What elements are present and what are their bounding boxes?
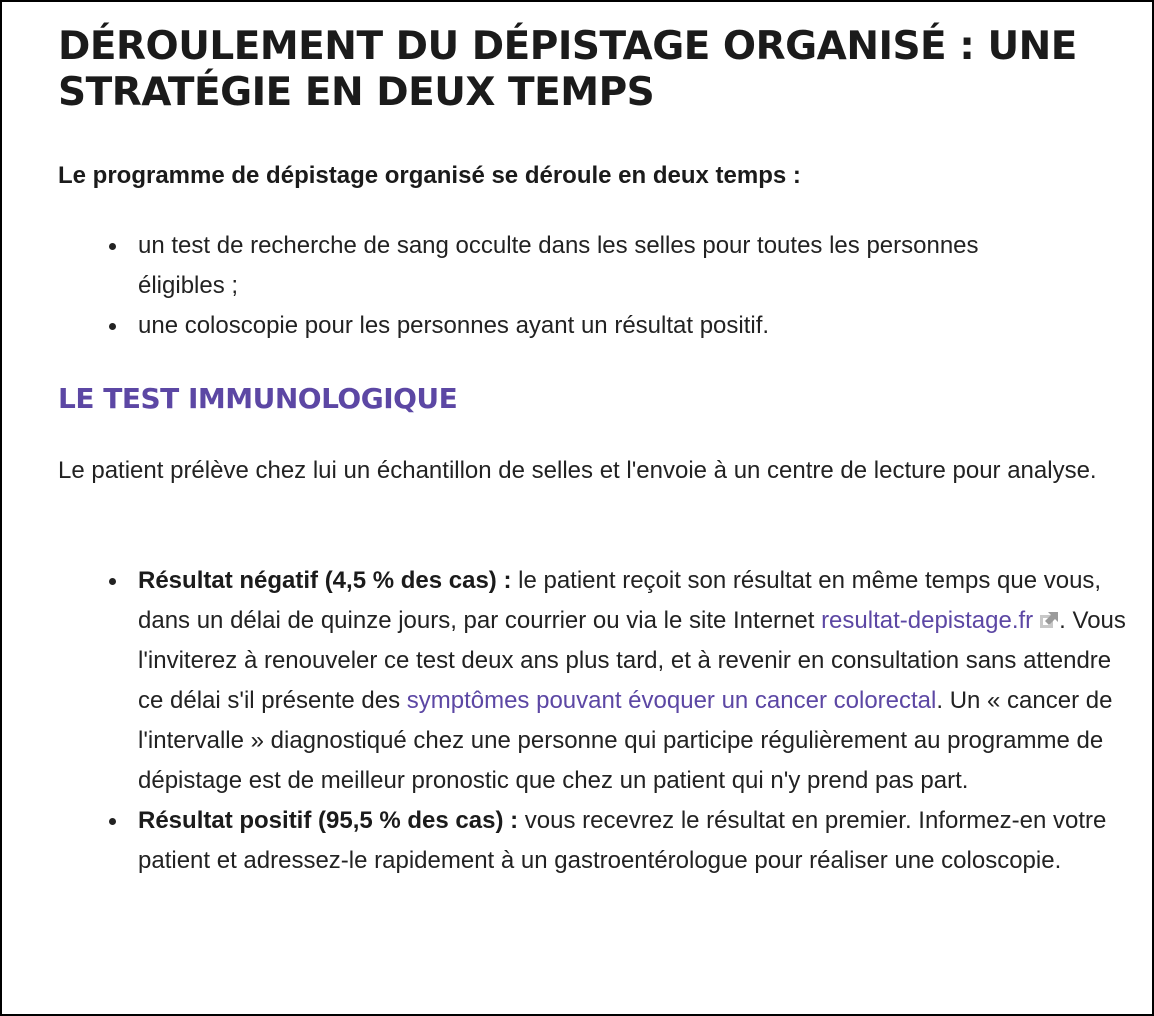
result-positive-item xyxy=(138,801,1128,881)
result-positive-text: vous recevrez le résultat en premier. Informez-en votre patient et adressez-le rapidement à un gastroentérologue pour réaliser une coloscopie. xyxy=(138,807,1107,874)
external-link-icon[interactable] xyxy=(1039,602,1059,620)
section-paragraph: Le patient prélève chez lui un échantillon de selles et l'envoie à un centre de lecture pour analyse. xyxy=(58,457,1097,484)
steps-list xyxy=(58,226,1038,346)
list-item-test: un test de recherche de sang occulte dans les selles pour toutes les personnes éligibles ; xyxy=(138,226,1038,306)
result-negative-text-2: . Vous l'inviterez à renouveler ce test deux ans plus tard, et à revenir en consultation sans attendre ce délai s'il présente des xyxy=(138,607,1126,714)
section-title: LE TEST IMMUNOLOGIQUE xyxy=(58,382,458,415)
symptoms-link[interactable]: symptômes pouvant évoquer un cancer colorectal xyxy=(406,687,937,714)
results-list xyxy=(58,561,1128,881)
result-negative-text: le patient reçoit son résultat en même temps que vous, dans un délai de quinze jours, par courrier ou via le site Internet xyxy=(138,567,1102,634)
result-positive-label: Résultat positif (95,5 % des cas) : xyxy=(138,807,519,834)
list-item-colonoscopy: une coloscopie pour les personnes ayant un résultat positif. xyxy=(138,306,1038,346)
resultat-depistage-link[interactable]: resultat-depistage.fr xyxy=(821,607,1034,634)
result-negative-text-3: . Un « cancer de l'intervalle » diagnostiqué chez une personne qui participe régulièrement au programme de dépistage est de meilleur pronostic que chez un patient qui n'y prend pas part. xyxy=(138,687,1113,794)
intro-text: Le programme de dépistage organisé se déroule en deux temps : xyxy=(58,162,801,189)
result-negative-label: Résultat négatif (4,5 % des cas) : xyxy=(138,567,512,594)
article-content xyxy=(58,24,1128,874)
page-title: DÉROULEMENT DU DÉPISTAGE ORGANISÉ : UNE STRATÉGIE EN DEUX TEMPS xyxy=(58,24,1077,115)
result-negative-item xyxy=(138,561,1128,801)
